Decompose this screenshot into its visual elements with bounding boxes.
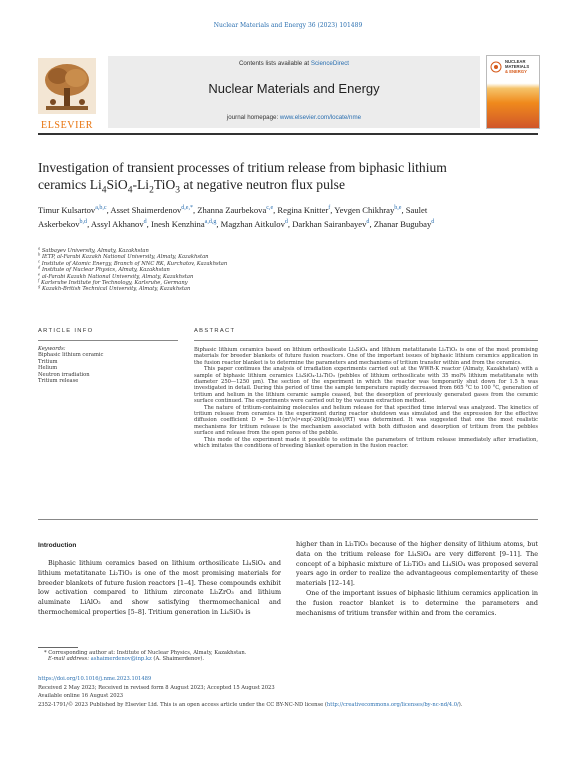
author[interactable]: Zhanar Bugubay$^d$ xyxy=(373,218,435,229)
author[interactable]: Asset Shaimerdenov$^{d,e,*}$ xyxy=(110,205,193,215)
affiliation: $^g$ Kazakh-British Technical University, Almaty, Kazakhstan xyxy=(38,284,191,293)
abstract-paragraph: Biphasic lithium ceramics based on lithium orthosilicate Li₄SiO₄ and lithium metatitanate Li₂TiO₃ is one of the most promising materials for breeder blankets of future fusion reactors. One of the important issues of biphasic lithium ceramics application in the fusion reactor blanket is to determine the parameters and mechanisms of tritium transfer within and from the ceramics. xyxy=(194,347,538,366)
affiliation: $^a$ Satbayev University, Almaty, Kazakhstan xyxy=(38,246,149,254)
sciencedirect-link[interactable]: ScienceDirect xyxy=(310,60,350,67)
author[interactable]: Darkhan Sairanbayev$^d$ xyxy=(292,218,370,229)
keyword: Helium xyxy=(38,365,58,372)
author[interactable]: Zhanna Zaurbekova$^{c,e}$ xyxy=(197,205,274,215)
running-head[interactable]: Nuclear Materials and Energy 36 (2023) 101489 xyxy=(213,22,363,29)
article-info-heading: ARTICLE INFO xyxy=(38,328,94,334)
author[interactable]: Regina Knitter$^f$ xyxy=(277,205,331,215)
publisher-name: ELSEVIER xyxy=(40,120,94,131)
abstract-paragraph: This mode of the experiment made it possible to estimate the parameters of tritium release immediately after irradiation, which imitates the conditions of breeding blanket operation in the fusion reactor. xyxy=(194,436,538,450)
email-link[interactable]: ashaimerdenov@inp.kz xyxy=(90,656,152,663)
author[interactable]: Timur Kulsartov$^{a,b,c}$ xyxy=(38,205,107,215)
keyword: Tritium release xyxy=(38,378,79,385)
license-line: 2352-1791/© 2023 Published by Elsevier Ltd. This is an open access article under the CC BY-NC-ND license (http://creativecommons.org/licenses/by-nc-nd/4.0/). xyxy=(38,701,463,708)
keyword: Neutron irradiation xyxy=(38,371,90,378)
available-online: Available online 16 August 2023 xyxy=(38,693,124,700)
homepage-link[interactable]: www.elsevier.com/locate/nme xyxy=(279,114,362,121)
abstract-heading: ABSTRACT xyxy=(194,328,236,334)
doi-link[interactable]: https://doi.org/10.1016/j.nme.2023.101489 xyxy=(38,676,152,682)
keyword: Tritium xyxy=(38,358,58,365)
author[interactable]: Inesh Kenzhina$^{a,d,g}$ xyxy=(150,218,217,229)
journal-cover[interactable] xyxy=(486,55,540,129)
affiliation: $^f$ Karlsruhe Institute for Technology, Karlsruhe, Germany xyxy=(38,278,188,287)
elsevier-logo[interactable] xyxy=(38,58,96,131)
intro-column-1: Biphasic lithium ceramics based on lithium orthosilicate Li₄SiO₄ and lithium metatitanate Li₂TiO₃ is one of the most promising materials for breeder blankets of future fusion reactors [1–4]. These compounds exhibit low activation compared to lithium zirconate Li₂ZrO₃ and lithium aluminate LiAlO₂ and show satisfying thermomechanical and thermochemical properties [5–8]. Tritium generation in Li₄SiO₄ is xyxy=(38,559,281,616)
corresponding-author-note: * Corresponding author at: Institute of Nuclear Physics, Almaty, Kazakhstan. E-mail address: ashaimerdenov@inp.kz (A. Shaimerdenov). xyxy=(44,650,247,663)
keyword: Biphasic lithium ceramic xyxy=(38,352,104,359)
journal-banner xyxy=(108,56,480,128)
intro-paragraph: higher than in Li₂TiO₃ because of the higher density of lithium atoms, but data on the tritium release for Li₄SiO₄ are very different [9–11]. The concept of a biphasic mixture of Li₂TiO₃ and Li₄SiO₄ was proposed several years ago in order to realize the advantageous complementarity of these materials [12–14]. xyxy=(296,540,538,588)
affiliation: $^c$ Institute of Atomic Energy, Branch of NNC RK, Kurchatov, Kazakhstan xyxy=(38,259,228,267)
keywords-label: Keywords: xyxy=(38,346,66,352)
received-dates: Received 2 May 2023; Received in revised form 8 August 2023; Accepted 15 August 2023 xyxy=(38,684,275,691)
article-footer xyxy=(38,675,548,709)
elsevier-tree-icon xyxy=(38,58,96,114)
license-link[interactable]: http://creativecommons.org/licenses/by-nc-nd/4.0/ xyxy=(326,701,459,708)
abstract-paragraph: The nature of tritium-containing molecules and helium release for that specified time interval was analyzed. The kinetics of tritium release from ceramics in the experiment during reactor shutdown was simulated and the expression for the effective diffusion coefficient D = 5e-11(m²/s)•exp(-20(kJ/mole)/RT) was determined. It was suggested that one the most realistic mechanisms for tritium release is the mechanism associated with both diffusion and desorption of tritium from the pebbles surface and release from the open pores of the pebble. xyxy=(194,404,538,437)
author[interactable]: Saulet Askerbekov$^{b,d}$ xyxy=(38,205,428,229)
affiliation: $^e$ al-Farabi Kazakh National University, Almaty, Kazakhstan xyxy=(38,271,194,280)
author[interactable]: Assyl Akhanov$^d$ xyxy=(90,218,147,229)
intro-column-2 xyxy=(296,540,538,618)
intro-paragraph: One of the important issues of biphasic lithium ceramics application in the fusion reactor blanket is to determine the parameters and mechanisms of tritium transfer within and from the ceramics. xyxy=(296,588,538,617)
keywords-block xyxy=(38,346,178,384)
affiliation: $^d$ Institute of Nuclear Physics, Almaty, Kazakhstan xyxy=(38,265,170,274)
intro-heading: Introduction xyxy=(38,542,77,549)
author-list: Timur Kulsartov$^{a,b,c}$, Asset Shaimerdenov$^{d,e,*}$, Zhanna Zaurbekova$^{c,e}$, Regina Knitter$^f$, Yevgen Chikhray$^{b,e}$, Saulet Askerbekov$^{b,d}$, Assyl Akhanov$^d$, Inesh Kenzhina$^{a,d,g}$, Magzhan Aitkulov$^d$, Darkhan Sairanbayev$^d$, Zhanar Bugubay$^d$ xyxy=(38,205,435,229)
abstract-body xyxy=(194,347,538,450)
affiliation-list xyxy=(38,248,438,293)
abstract-paragraph: This paper continues the analysis of irradiation experiments carried out at the WWR-K reactor (Almaty, Kazakhstan) with a sample of biphasic lithium ceramics Li₄SiO₄-Li₂TiO₃ (pebbles of lithium orthosilicate with 35 mol% lithium metatitanate with diameter 250—1250 μm). The section of the experiment in which the reactor was temporarily shut down for 1.5 h was investigated in detail. During this period of time the sample temperature rapidly decreased from 665 °C to 100 °C, generation of tritium and helium in the lithium ceramic sample ceased, but the desorption of previously generated gases from the ceramic surface continued. The experiments were carried out by the vacuum extraction method. xyxy=(194,366,538,405)
contents-line: Contents lists available at ScienceDirect xyxy=(238,60,350,67)
journal-name[interactable]: Nuclear Materials and Energy xyxy=(208,81,380,96)
article-title: Investigation of transient processes of tritium release from biphasic lithium ceramics $Li_4SiO_4-Li_2TiO_3$ at negative neutron flux pulse xyxy=(38,160,447,196)
cover-emblem-icon xyxy=(490,60,502,74)
cover-title: NUCLEAR MATERIALS & ENERGY xyxy=(505,59,530,74)
author[interactable]: Yevgen Chikhray$^{b,e}$ xyxy=(334,205,402,215)
author[interactable]: Magzhan Aitkulov$^d$ xyxy=(220,218,288,229)
homepage-line: journal homepage: www.elsevier.com/locate/nme xyxy=(226,114,362,121)
affiliation: $^b$ IETP, al-Farabi Kazakh National University, Almaty, Kazakhstan xyxy=(38,252,209,261)
